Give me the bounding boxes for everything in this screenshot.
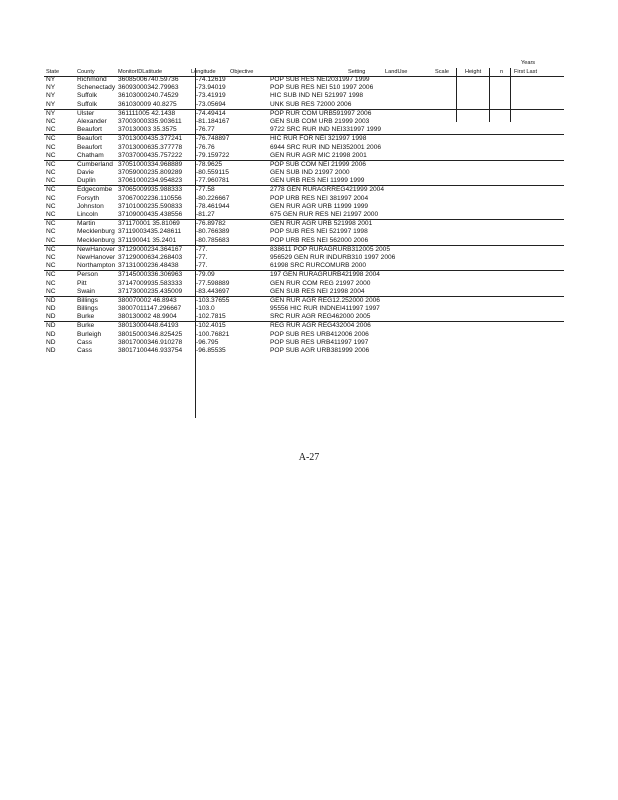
cell-longitude: -96.795 — [196, 338, 219, 346]
cell-state: NY — [46, 84, 56, 92]
cell-attributes: GEN SUB COM URB 21999 2003 — [270, 117, 370, 125]
table-row — [44, 169, 564, 177]
cell-monitor-latitude: 36085006740.59736 — [118, 76, 179, 83]
cell-county: Person — [77, 271, 98, 279]
cell-county: Duplin — [77, 177, 96, 185]
table-row — [44, 84, 564, 92]
cell-longitude: -77.598889 — [196, 279, 230, 287]
table-row — [44, 118, 564, 126]
cell-longitude: -76.76 — [196, 143, 215, 151]
table-row — [44, 347, 564, 355]
page-number: A-27 — [298, 452, 320, 463]
cell-monitor-latitude: 37101000235.590833 — [118, 202, 183, 210]
cell-state: NY — [46, 100, 56, 108]
cell-monitor-latitude: 37119003435.248611 — [118, 228, 182, 236]
cell-monitor-latitude: 37003000335.903611 — [118, 117, 182, 125]
cell-county: Edgecombe — [77, 186, 113, 194]
cell-state: NC — [46, 186, 56, 194]
cell-county: Cumberland — [77, 160, 113, 168]
cell-state: ND — [46, 347, 56, 354]
cell-state: ND — [46, 338, 56, 346]
table-row — [44, 296, 564, 305]
cell-county: Northampton — [77, 262, 116, 270]
cell-state: NC — [46, 287, 56, 295]
cell-longitude: -77.960781 — [196, 177, 230, 185]
cell-longitude: -80.559115 — [196, 169, 229, 177]
cell-state: NY — [46, 109, 56, 117]
cell-monitor-latitude: 37037000435.757222 — [118, 151, 183, 159]
cell-longitude: -103.37655 — [196, 296, 230, 304]
header-years: Years — [521, 60, 536, 66]
cell-monitor-latitude: 361111005 42.1438 — [118, 109, 176, 117]
cell-county: Billings — [77, 305, 98, 313]
cell-county: Beaufort — [77, 135, 102, 143]
cell-attributes: GEN SUB RES NEI 21998 2004 — [270, 287, 365, 295]
cell-attributes: HIC RUR FOR NEI 321997 1998 — [270, 135, 367, 143]
cell-county: Beaufort — [77, 126, 102, 134]
cell-state: NC — [46, 169, 56, 177]
cell-longitude: -73.41919 — [196, 92, 226, 100]
header-height: Height — [465, 69, 482, 75]
cell-longitude: -73.05694 — [196, 100, 226, 108]
header-landuse: LandUse — [385, 69, 408, 75]
cell-attributes: UNK SUB RES 72000 2006 — [270, 100, 352, 108]
cell-state: NC — [46, 135, 56, 143]
cell-state: ND — [46, 330, 56, 338]
cell-county: Cass — [77, 338, 93, 346]
cell-monitor-latitude: 36093000342.79963 — [118, 84, 179, 92]
cell-county: NewHanover — [77, 253, 116, 261]
cell-attributes: 197 GEN RURAGRURB421998 2004 — [270, 271, 380, 279]
cell-longitude: -81.27 — [196, 211, 215, 218]
table-row — [44, 92, 564, 100]
cell-longitude: -74.12619 — [196, 76, 226, 83]
cell-county: Suffolk — [77, 100, 98, 108]
table-row — [44, 305, 564, 313]
cell-monitor-latitude: 370130003 35.3575 — [118, 126, 177, 134]
cell-monitor-latitude: 38007011147.296667 — [118, 305, 182, 313]
cell-state: NC — [46, 245, 56, 253]
cell-monitor-latitude: 38013000448.64193 — [118, 322, 179, 330]
cell-longitude: -77. — [196, 262, 208, 270]
cell-longitude: -80.785683 — [196, 236, 230, 244]
cell-longitude: -74.49414 — [196, 109, 226, 117]
cell-state: ND — [46, 313, 56, 321]
cell-longitude: -77. — [196, 245, 208, 253]
cell-monitor-latitude: 37067002236.110556 — [118, 194, 182, 202]
cell-county: Cass — [77, 347, 93, 354]
table-row — [44, 321, 564, 330]
cell-attributes: 6944 SRC RUR IND NEI352001 2006 — [270, 143, 382, 151]
cell-longitude: -76.89782 — [196, 220, 226, 228]
cell-monitor-latitude: 380130002 48.9904 — [118, 313, 177, 321]
table-row — [44, 185, 564, 194]
cell-county: Davie — [77, 169, 94, 177]
header-setting: Setting — [348, 69, 366, 75]
cell-county: Martin — [77, 220, 96, 228]
cell-attributes: 61998 SRC RURCOMURB 2000 — [270, 262, 367, 270]
table-row — [44, 270, 564, 279]
table-row — [44, 254, 564, 262]
cell-monitor-latitude: 361030009 40.8275 — [118, 100, 177, 108]
header-county: County — [77, 69, 95, 75]
header-scale: Scale — [435, 69, 449, 75]
table-row — [44, 219, 564, 228]
cell-county: Suffolk — [77, 92, 98, 100]
cell-longitude: -77.58 — [196, 186, 215, 194]
cell-county: Forsyth — [77, 194, 99, 202]
cell-state: NC — [46, 211, 56, 218]
cell-attributes: GEN RUR AGR URB 521998 2001 — [270, 220, 373, 228]
cell-county: Richmond — [77, 76, 107, 83]
cell-attributes: POP SUB RES URB411997 1997 — [270, 338, 369, 346]
cell-longitude: -81.184167 — [196, 117, 230, 125]
header-monitor-latitude: MonitorIDLatitude — [118, 69, 163, 75]
cell-state: NC — [46, 160, 56, 168]
cell-monitor-latitude: 36103000240.74529 — [118, 92, 179, 100]
cell-monitor-latitude: 380070002 46.8943 — [118, 296, 177, 304]
cell-state: NC — [46, 228, 56, 236]
cell-monitor-latitude: 38017000346.910278 — [118, 338, 183, 346]
cell-attributes: POP SUB RES URB412006 2006 — [270, 330, 369, 338]
cell-monitor-latitude: 37129000234.364167 — [118, 245, 183, 253]
cell-county: Beaufort — [77, 143, 102, 151]
cell-longitude: -76.748897 — [196, 135, 230, 143]
cell-state: NC — [46, 194, 56, 202]
cell-monitor-latitude: 38017100446.933754 — [118, 347, 183, 354]
cell-state: NC — [46, 262, 56, 270]
table-row — [44, 134, 564, 143]
cell-state: NC — [46, 143, 56, 151]
cell-county: Chatham — [77, 151, 104, 159]
cell-longitude: -79.09 — [196, 271, 215, 279]
table-row — [44, 101, 564, 109]
cell-longitude: -80.766389 — [196, 228, 230, 236]
cell-monitor-latitude: 37065009935.988333 — [118, 186, 183, 194]
header-first-last: First Last — [514, 69, 538, 75]
cell-monitor-latitude: 37129000634.268403 — [118, 253, 183, 261]
table-row — [44, 203, 564, 211]
cell-monitor-latitude: 37131000236.48438 — [118, 262, 179, 270]
cell-state: ND — [46, 322, 56, 330]
cell-attributes: POP RUR COM URB591997 2006 — [270, 109, 372, 117]
cell-attributes: POP SUB RES NEI 521997 1998 — [270, 228, 368, 236]
table-row — [44, 177, 564, 185]
cell-state: NC — [46, 279, 56, 287]
cell-attributes: HIC SUB IND NEI 521997 1998 — [270, 92, 364, 100]
cell-longitude: -78.9625 — [196, 160, 223, 168]
cell-attributes: GEN RUR AGR MIC 21998 2001 — [270, 151, 367, 159]
cell-state: NC — [46, 151, 56, 159]
cell-state: NC — [46, 126, 56, 134]
table-row — [44, 228, 564, 236]
cell-monitor-latitude: 37173000235.435009 — [118, 287, 183, 295]
cell-state: ND — [46, 305, 56, 313]
table-row — [44, 245, 564, 254]
cell-longitude: -79.159722 — [196, 151, 230, 159]
cell-longitude: -100.76821 — [196, 330, 230, 338]
cell-longitude: -102.7815 — [196, 313, 226, 321]
cell-monitor-latitude: 37013000635.377778 — [118, 143, 183, 151]
cell-county: Ulster — [77, 109, 95, 117]
table-row — [44, 262, 564, 270]
cell-monitor-latitude: 37145000336.306963 — [118, 271, 183, 279]
cell-state: NC — [46, 271, 56, 279]
cell-longitude: -77. — [196, 253, 208, 261]
cell-state: NC — [46, 220, 56, 228]
cell-attributes: POP SUB RES NEI2031997 1999 — [270, 76, 370, 83]
cell-attributes: 2778 GEN RURAGRREG421999 2004 — [270, 186, 384, 194]
cell-county: Swain — [77, 287, 95, 295]
cell-attributes: 675 GEN RUR RES NEI 21997 2000 — [270, 211, 379, 218]
cell-attributes: 956529 GEN RUR INDURB310 1997 2006 — [270, 253, 396, 261]
cell-attributes: GEN RUR AGR REG12.252000 2006 — [270, 296, 380, 304]
cell-attributes: GEN SUB IND 21997 2000 — [270, 169, 350, 177]
cell-attributes: POP SUB COM NEI 21999 2006 — [270, 160, 366, 168]
cell-county: Schenectady — [77, 84, 116, 92]
cell-state: NC — [46, 177, 56, 185]
cell-county: Burke — [77, 322, 95, 330]
cell-county: Mecklenburg — [77, 236, 115, 244]
cell-attributes: POP SUB AGR URB381999 2006 — [270, 347, 370, 354]
cell-longitude: -103.0 — [196, 305, 215, 313]
cell-attributes: SRC RUR AGR REG462000 2005 — [270, 313, 371, 321]
cell-state: NC — [46, 253, 56, 261]
cell-attributes: POP URB RES NEI 381997 2004 — [270, 194, 369, 202]
table-row — [44, 237, 564, 245]
cell-state: NY — [46, 76, 56, 83]
table-row — [44, 126, 564, 134]
cell-monitor-latitude: 38015000346.825425 — [118, 330, 183, 338]
cell-attributes: GEN URB RES NEI 11999 1999 — [270, 177, 365, 185]
cell-county: Billings — [77, 296, 98, 304]
cell-monitor-latitude: 371190041 35.2401 — [118, 236, 177, 244]
cell-monitor-latitude: 37109000435.438556 — [118, 211, 183, 218]
cell-state: NC — [46, 202, 56, 210]
cell-county: Burleigh — [77, 330, 102, 338]
cell-state: NC — [46, 236, 56, 244]
cell-county: Burke — [77, 313, 95, 321]
cell-monitor-latitude: 37147009935.583333 — [118, 279, 183, 287]
cell-attributes: 838611 POP RURAGRURB312005 2005 — [270, 245, 390, 253]
cell-monitor-latitude: 37051000334.968889 — [118, 160, 183, 168]
cell-county: NewHanover — [77, 245, 116, 253]
cell-longitude: -83.443697 — [196, 287, 230, 295]
cell-state: NC — [46, 117, 56, 125]
cell-county: Lincoln — [77, 211, 98, 218]
cell-attributes: 9722 SRC RUR IND NEI331997 1999 — [270, 126, 382, 134]
cell-state: NY — [46, 92, 56, 100]
table-row — [44, 76, 564, 84]
cell-longitude: -76.77 — [196, 126, 215, 134]
table-row — [44, 195, 564, 203]
cell-monitor-latitude: 37013000435.377241 — [118, 135, 183, 143]
table-row — [44, 288, 564, 296]
cell-longitude: -78.461944 — [196, 202, 230, 210]
table-row — [44, 152, 564, 160]
table-row — [44, 331, 564, 339]
data-table — [44, 76, 564, 355]
cell-attributes: REG RUR AGR REG432004 2006 — [270, 322, 371, 330]
cell-county: Johnston — [77, 202, 104, 210]
cell-county: Alexander — [77, 117, 107, 125]
cell-longitude: -102.4015 — [196, 322, 226, 330]
table-row — [44, 313, 564, 321]
table-row — [44, 280, 564, 288]
table-row — [44, 144, 564, 152]
header-longitude: Longitude — [191, 69, 216, 75]
cell-county: Mecklenburg — [77, 228, 115, 236]
cell-attributes: GEN RUR AGR URB 11999 1999 — [270, 202, 369, 210]
cell-longitude: -73.94019 — [196, 84, 226, 92]
cell-attributes: GEN RUR COM REG 21997 2000 — [270, 279, 371, 287]
table-row — [44, 211, 564, 219]
header-objective: Objective — [230, 69, 254, 75]
table-row — [44, 160, 564, 169]
cell-county: Pitt — [77, 279, 87, 287]
cell-monitor-latitude: 37061000234.954823 — [118, 177, 183, 185]
cell-monitor-latitude: 371170001 35.81069 — [118, 220, 180, 228]
header-state: State — [46, 69, 60, 75]
header-n: n — [500, 69, 504, 75]
table-row — [44, 109, 564, 118]
cell-attributes: POP URB RES NEI 562000 2006 — [270, 236, 369, 244]
cell-attributes: POP SUB RES NEI 510 1997 2006 — [270, 84, 374, 92]
cell-longitude: -96.85535 — [196, 347, 226, 354]
cell-state: ND — [46, 296, 56, 304]
cell-longitude: -80.226667 — [196, 194, 230, 202]
table-row — [44, 339, 564, 347]
cell-monitor-latitude: 37059000235.809289 — [118, 169, 183, 177]
cell-attributes: 95556 HIC RUR INDNEI411997 1997 — [270, 305, 380, 313]
